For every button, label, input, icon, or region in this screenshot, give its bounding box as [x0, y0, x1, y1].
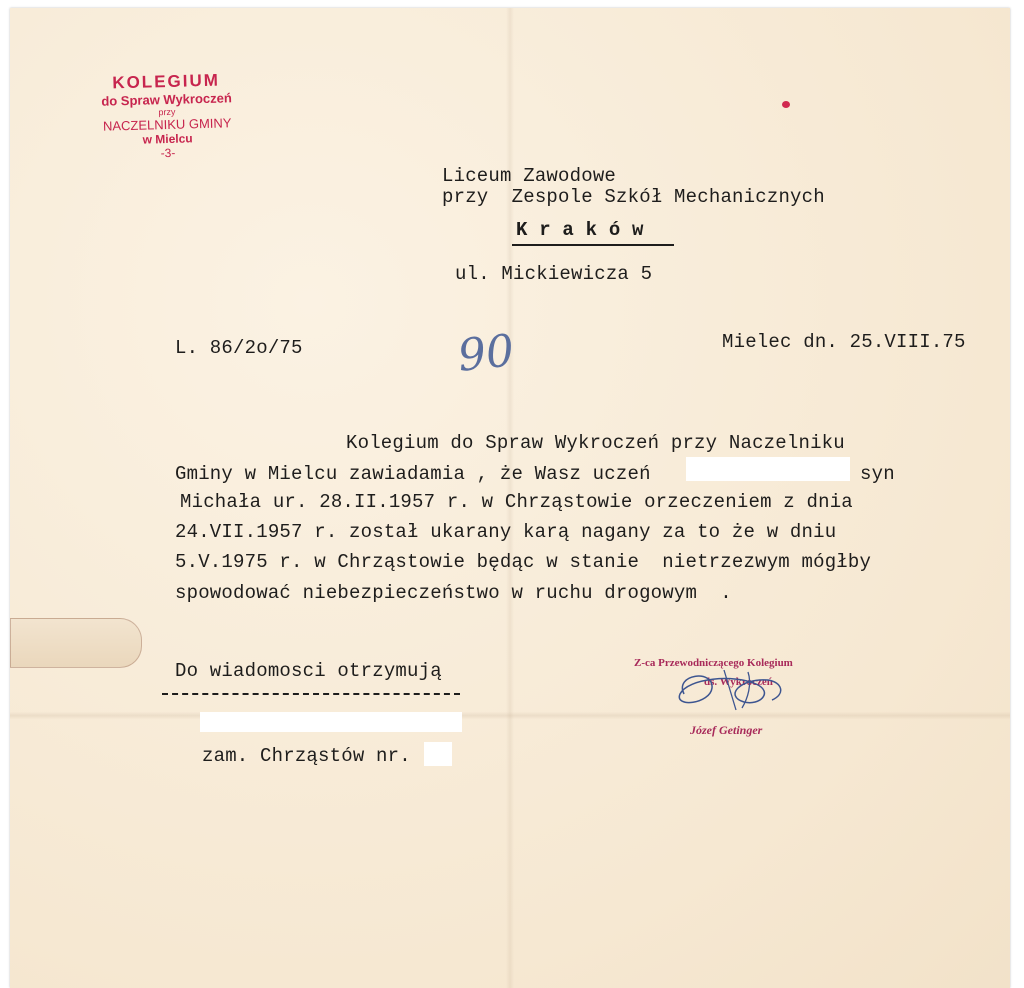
recipient-street: ul. Mickiewicza 5 — [455, 263, 653, 285]
body-line-3: Michała ur. 28.II.1957 r. w Chrząstowie orzeczeniem z dnia — [180, 491, 853, 513]
body-line-6: spowodować niebezpieczeństwo w ruchu drogowym . — [175, 582, 732, 604]
red-ink-spot — [782, 101, 790, 108]
cc-address: zam. Chrząstów nr. — [202, 745, 411, 767]
stamp-line-1: KOLEGIUM — [112, 70, 221, 93]
handwritten-signature — [664, 664, 796, 714]
stamp-line-3: przy — [158, 106, 176, 118]
handwritten-number: 90 — [455, 325, 517, 382]
reference-number: L. 86/2o/75 — [175, 337, 303, 359]
signature-stamp-department: ds. Wykroczeń — [704, 676, 773, 688]
recipient-line-1: Liceum Zawodowe — [442, 165, 617, 187]
body-line-2b: syn — [860, 463, 895, 485]
recipient-city: K r a k ó w — [516, 219, 644, 241]
stamp-line-5: w Mielcu — [142, 131, 193, 147]
stamp-line-4: NACZELNIKU GMINY — [102, 115, 232, 134]
recipient-line-2: przy Zespole Szkół Mechanicznych — [442, 186, 825, 208]
signature-stamp-title: Z-ca Przewodniczącego Kolegium — [634, 657, 793, 669]
body-line-5: 5.V.1975 r. w Chrząstowie będąc w stanie nietrzezwym mógłby — [175, 551, 872, 573]
torn-tape-mark — [10, 618, 142, 668]
body-line-4: 24.VII.1957 r. został ukarany karą nagany za to że w dniu — [175, 521, 837, 543]
body-line-1: Kolegium do Spraw Wykroczeń przy Naczelniku — [346, 432, 845, 454]
stamp-line-6: -3- — [160, 145, 176, 161]
stamp-line-2: do Spraw Wykroczeń — [101, 90, 232, 109]
body-line-2a: Gminy w Mielcu zawiadamia , że Wasz uczeń — [175, 463, 651, 485]
redacted-house-number — [424, 742, 452, 766]
city-underline — [512, 244, 674, 246]
signatory-name: Józef Getinger — [690, 723, 763, 737]
cc-heading: Do wiadomosci otrzymują — [175, 660, 442, 682]
office-stamp — [51, 69, 283, 163]
letter-date: Mielec dn. 25.VIII.75 — [722, 331, 966, 353]
redacted-name — [686, 457, 850, 481]
cc-underline — [162, 693, 460, 695]
redacted-recipient — [200, 712, 462, 732]
